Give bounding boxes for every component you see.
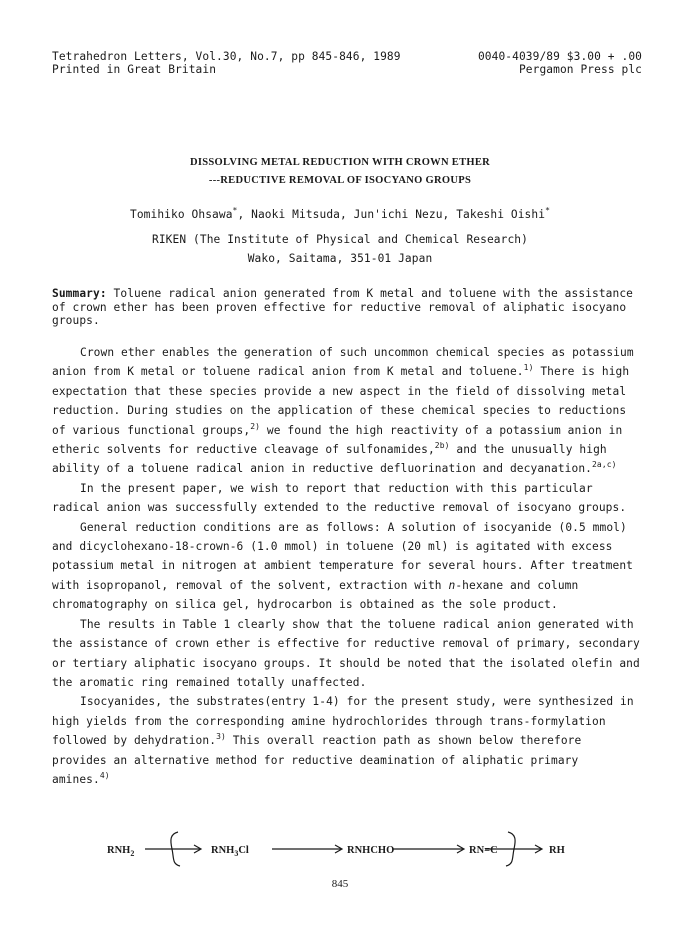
scheme-text: RNH [211,845,235,856]
text-span: and the unusually high ability of a toluene radical anion in reductive defluorination and decyanation. [52,443,607,476]
summary-text: Toluene radical anion generated from K metal and toluene with the assistance of crown ether has been proven effective for reductive removal of aliphatic isocyano groups. [52,287,634,327]
article-body [52,343,642,789]
text-span: we found the high reactivity of a potassium anion in etheric solvents for reductive cleavage of sulfonamides, [52,423,623,457]
page-number: 845 [331,878,349,890]
author-first: Tomihiko Ohsawa [130,208,233,221]
reference-3: 3) [216,732,226,742]
text-span: Crown ether enables the generation of such uncommon chemical species as potassium anion from K metal or toluene radical anion from K metal and toluene. [52,346,634,379]
reaction-scheme [0,822,680,882]
scheme-rnh2 [107,845,134,856]
article-title-line1: DISSOLVING METAL REDUCTION WITH CROWN ETHER [189,157,491,168]
scheme-rh: RH [549,845,565,856]
corresponding-mark-1: * [232,206,238,215]
text-span: Isocyanides, the substrates(entry 1-4) for the present study, were synthesized in high yields from the corresponding amine hydrochlorides through trans-formylation followed by dehydration. [52,695,634,748]
address: Wako, Saitama, 351-01 Japan [247,252,433,265]
journal-header [52,50,642,76]
journal-citation: Tetrahedron Letters, Vol.30, No.7, pp 845-846, 1989 [52,50,401,63]
printed-in: Printed in Great Britain [52,63,217,76]
text-span: This overall reaction path as shown below therefore provides an alternative method for reductive deamination of aliphatic primary amines. [52,734,582,786]
journal-code: 0040-4039/89 $3.00 + .00 [477,50,642,63]
italic-n: n [448,578,456,592]
summary-label: Summary: [52,287,107,300]
authors [0,208,680,221]
reference-1: 1) [523,363,534,373]
paragraph-2: In the present paper, we wish to report that reduction with this particular radical anion was successfully extended to the reductive removal of isocyano groups. [52,481,627,515]
scheme-sub: 3 [234,849,239,858]
corresponding-mark-2: * [545,206,550,215]
reference-2b: 2b) [434,441,450,451]
author-rest: , Naoki Mitsuda, Jun'ichi Nezu, Takeshi Oishi [237,208,546,221]
paragraph-3 [52,518,642,615]
scheme-text: Cl [238,845,249,856]
text-span: General reduction conditions are as follows: A solution of isocyanide (0.5 mmol) and dicyclohexano-18-crown-6 (1.0 mmol) in toluene (20 ml) is agitated with excess potassium metal in nitrogen at ambient temperature for several hours. After treatment with isopropanol, removal of the solvent, extraction with [52,520,634,592]
scheme-rnhcho: RNHCHO [347,845,395,856]
scheme-arrows [0,822,680,882]
reference-2ac: 2a,c) [592,460,617,470]
affiliation: RIKEN (The Institute of Physical and Chemical Research) [152,233,528,246]
text-span: -hexane and column chromatography on silica gel, hydrocarbon is obtained as the sole product. [52,578,579,612]
scheme-rnc: RN=C [469,845,498,856]
summary [52,287,640,328]
article-title-line2: ---REDUCTIVE REMOVAL OF ISOCYANO GROUPS [208,175,472,186]
paragraph-4: The results in Table 1 clearly show that the toluene radical anion generated with the assistance of crown ether is effective for reductive removal of primary, secondary or tertiary aliphatic isocyano groups. It should be noted that the isolated olefin and the aromatic ring remained totally unaffected. [52,617,640,689]
publisher: Pergamon Press plc [518,63,642,76]
scheme-rnh3cl [211,845,249,856]
scheme-sub: 2 [130,849,135,858]
scheme-text: RNH [107,845,131,856]
reference-2: 2) [250,421,261,431]
reference-4: 4) [99,770,110,780]
paragraph-1 [52,343,642,479]
paragraph-5 [52,692,642,789]
text-span: There is high expectation that these species provide a new aspect in the field of dissolving metal reduction. During studies on the application of these chemical species to reductions of various functional groups, [52,365,630,437]
